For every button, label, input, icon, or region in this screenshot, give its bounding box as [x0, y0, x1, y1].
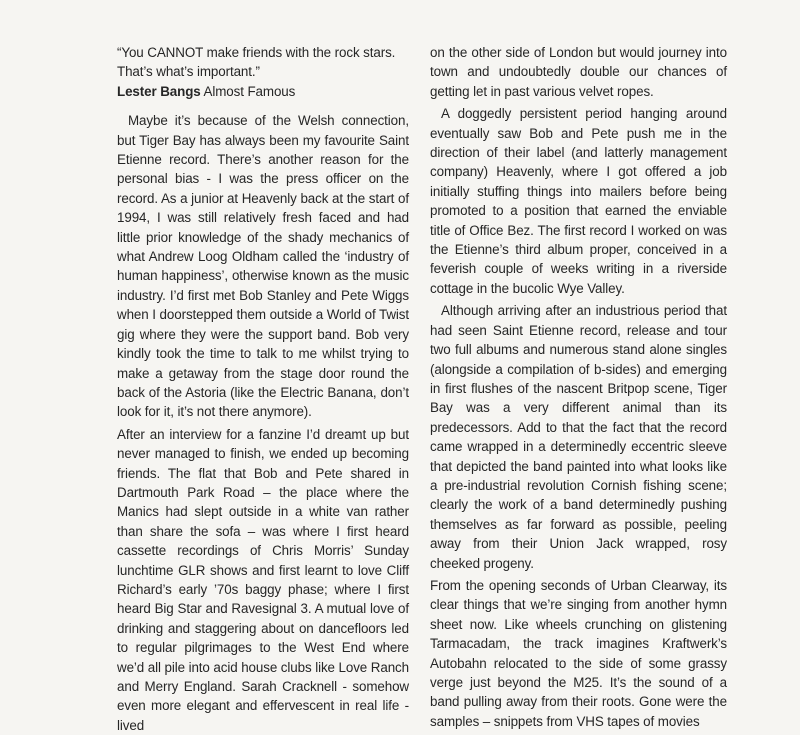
epigraph-attribution [117, 82, 409, 101]
left-column [117, 43, 409, 735]
paragraph: After an interview for a fanzine I’d dreamt up but never managed to finish, we ended up becoming friends. The flat that Bob and Pete shared in Dartmouth Park Road – the place where the Manics had slept outside in a white van rather than share the sofa – was where I first heard cassette recordings of Chris Morris’ Sunday lunchtime GLR shows and first learnt to love Cliff Richard’s early ’70s baggy phase; where I first heard Big Star and Ravesignal 3. A mutual love of drinking and staggering about on dancefloors led to regular pilgrimages to the West End where we’d all pile into acid house clubs like Love Ranch and Merry England. Sarah Cracknell - somehow even more elegant and effervescent in real life - lived [117, 426, 409, 733]
right-column [430, 43, 727, 731]
paragraph: Although arriving after an industrious period that had seen Saint Etienne record, release and tour two full albums and numerous stand alone singles (alongside a compilation of b-sides) and emerging in first flushes of the nascent Britpop scene, Tiger Bay was a very different animal than its predecessors. Add to that the fact that the record came wrapped in a determinedly eccentric sleeve that depicted the band painted into what looks like a pre-industrial revolution Cornish fishing scene; clearly the work of a band determinedly pushing themselves as far forward as possible, peeling away from their Union Jack wrapped, rosy cheeked progeny. [430, 303, 727, 571]
paragraph: A doggedly persistent period hanging around eventually saw Bob and Pete push me in the direction of their label (and latterly management company) Heavenly, where I got offered a job initially stuffing things into mailers before being promoted to a position that earned the enviable title of Office Bez. The first record I worked on was the Etienne’s third album proper, conceived in a feverish couple of weeks writing in a riverside cottage in the bucolic Wye Valley. [430, 106, 727, 296]
epigraph-author: Lester Bangs [117, 83, 201, 99]
paragraph: on the other side of London but would journey into town and undoubtedly double our chances of getting let in past various velvet ropes. [430, 45, 727, 99]
paragraph: Maybe it’s because of the Welsh connection, but Tiger Bay has always been my favourite Saint Etienne record. There’s another reason for the personal bias - I was the press officer on the record. As a junior at Heavenly back at the start of 1994, I was still relatively fresh faced and had little prior knowledge of the shady mechanics of what Andrew Loog Oldham called the ‘industry of human happiness’, otherwise known as the music industry. I’d first met Bob Stanley and Pete Wiggs when I doorstepped them outside a World of Twist gig where they were the support band. Bob very kindly took the time to talk to me whilst trying to make a getaway from the stage door round the back of the Astoria (like the Electric Banana, don’t look for it, it’s not there anymore). [117, 113, 409, 420]
epigraph-quote: “You CANNOT make friends with the rock stars. That’s what’s important.” [117, 45, 396, 80]
paragraph: From the opening seconds of Urban Clearway, its clear things that we’re singing from another hymn sheet now. Like wheels crunching on glistening Tarmacadam, the track imagines Kraftwerk’s Autobahn relocated to the side of some grassy verge just beyond the M25. It’s the sound of a band pulling away from their roots. Gone were the samples – snippets from VHS tapes of movies [430, 577, 727, 729]
epigraph-source: Almost Famous [203, 83, 296, 99]
